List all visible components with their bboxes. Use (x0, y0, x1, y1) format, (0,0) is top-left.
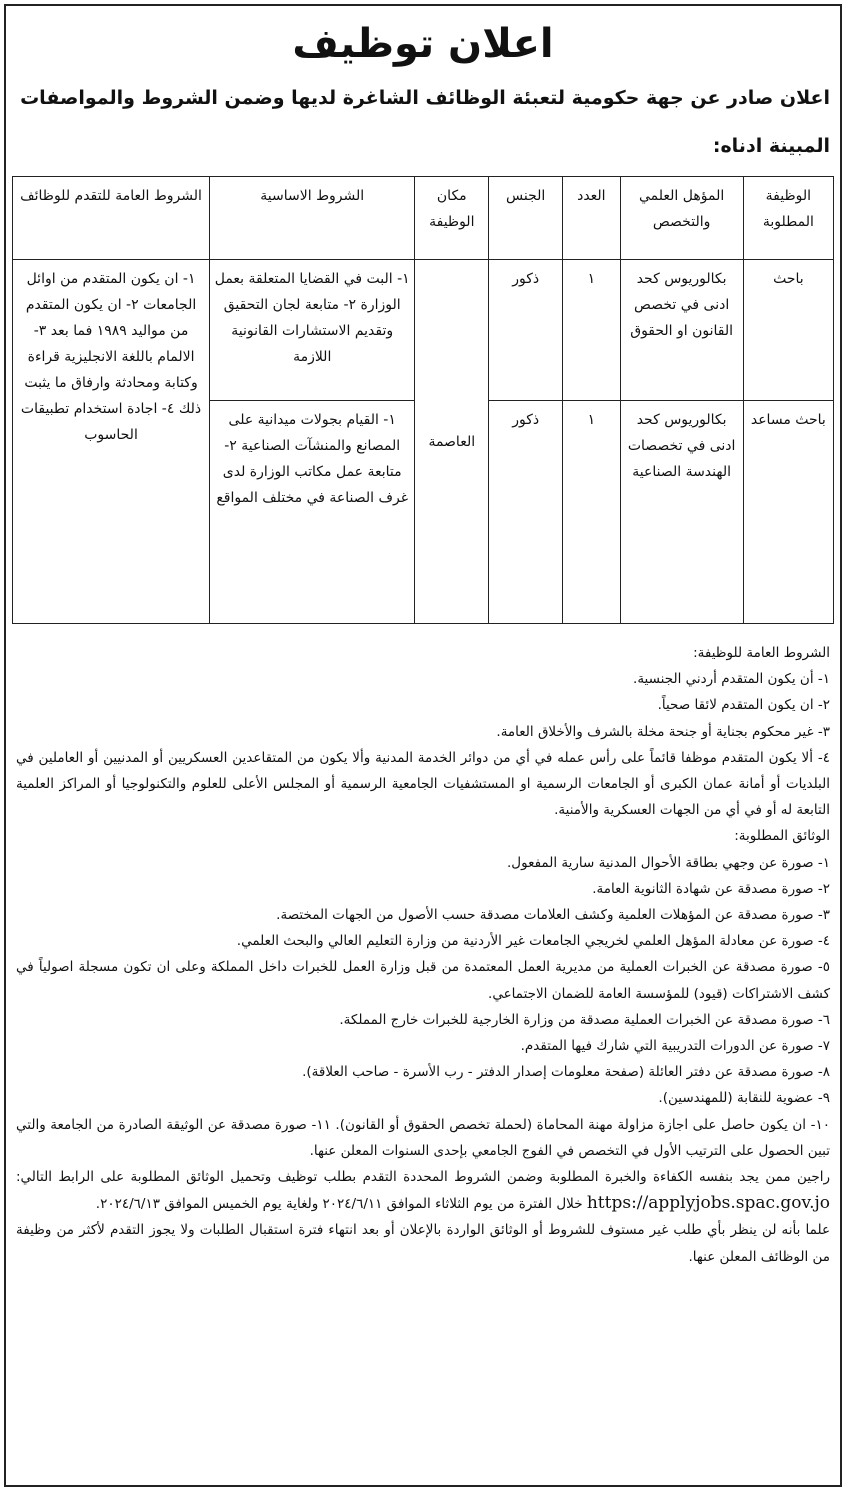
list-item: ٤- صورة عن معادلة المؤهل العلمي لخريجي الجامعات غير الأردنية من وزارة التعليم العالي والبحث العلمي. (236, 933, 830, 950)
cell-count: ١ (563, 401, 620, 624)
closing-note: علما بأنه لن ينظر بأي طلب غير مستوف للشروط أو الوثائق الواردة بالإعلان أو بعد انتهاء فترة استقبال الطلبات ولا يجوز التقدم لأكثر من وظيفة من الوظائف المعلن عنها. (16, 1222, 830, 1265)
list-item: ٢- ان يكون المتقدم لائقا صحياً. (657, 697, 830, 714)
header-gender: الجنس (489, 177, 563, 260)
list-item: ١- أن يكون المتقدم أردني الجنسية. (633, 671, 830, 688)
apply-text-after-url: خلال الفترة من يوم الثلاثاء الموافق ٢٠٢٤/٦/١١ ولغاية يوم الخميس الموافق ٢٠٢٤/٦/١٣. (95, 1196, 583, 1213)
cell-basic-conditions: ١- البت في القضايا المتعلقة بعمل الوزارة ٢- متابعة لجان التحقيق وتقديم الاستشارات القانونية اللازمة (210, 260, 415, 401)
list-item: ٧- صورة عن الدورات التدريبية التي شارك فيها المتقدم. (520, 1038, 830, 1055)
cell-job: باحث مساعد (743, 401, 833, 624)
cell-gender: ذكور (489, 401, 563, 624)
header-location: مكان الوظيفة (415, 177, 489, 260)
jobs-table (12, 176, 834, 624)
cell-qualification: بكالوريوس كحد ادنى في تخصصات الهندسة الصناعية (620, 401, 743, 624)
list-item: ٣- صورة مصدقة عن المؤهلات العلمية وكشف العلامات مصدقة حسب الأصول من الجهات المختصة. (276, 907, 830, 924)
header-general-conditions: الشروط العامة للتقدم للوظائف (13, 177, 210, 260)
page-title: اعلان توظيف (292, 21, 554, 67)
list-item: ٩- عضوية للنقابة (للمهندسين). (658, 1090, 830, 1107)
header-job: الوظيفة المطلوبة (743, 177, 833, 260)
cell-count: ١ (563, 260, 620, 401)
job-advertisement (4, 4, 842, 1487)
cell-general-conditions: ١- ان يكون المتقدم من اوائل الجامعات ٢- ان يكون المتقدم من مواليد ١٩٨٩ فما بعد ٣- الالمام باللغة الانجليزية قراءة وكتابة ومحادثة وارفاق ما يثبت ذلك ٤- اجادة استخدام تطبيقات الحاسوب (13, 260, 210, 624)
documents-heading: الوثائق المطلوبة: (734, 828, 830, 845)
conditions-heading: الشروط العامة للوظيفة: (693, 645, 830, 661)
cell-location: العاصمة (415, 260, 489, 624)
header-qualification: المؤهل العلمي والتخصص (620, 177, 743, 260)
cell-gender: ذكور (489, 260, 563, 401)
list-item: ١- صورة عن وجهي بطاقة الأحوال المدنية سارية المفعول. (507, 854, 830, 871)
intro-text: اعلان صادر عن جهة حكومية لتعبئة الوظائف الشاغرة لديها وضمن الشروط والمواصفات المبينة ادناه: (20, 87, 830, 157)
application-instructions (16, 1164, 830, 1217)
cell-job: باحث (743, 260, 833, 401)
cell-basic-conditions: ١- القيام بجولات ميدانية على المصانع والمنشآت الصناعية ٢- متابعة عمل مكاتب الوزارة لدى غرف الصناعة في مختلف المواقع (210, 401, 415, 624)
body-text (16, 640, 830, 1270)
apply-text-before-url: راجين ممن يجد بنفسه الكفاءة والخبرة المطلوبة وضمن الشروط المحددة التقدم بطلب توظيف وتحميل الوثائق المطلوبة على الرابط التالي: (16, 1169, 830, 1186)
list-item: ٣- غير محكوم بجناية أو جنحة مخلة بالشرف والأخلاق العامة. (496, 723, 830, 740)
list-item: ٤- ألا يكون المتقدم موظفا قائماً على رأس عمله في أي من دوائر الخدمة المدنية وألا يكون من المتقاعدين العسكريين أو المدنيين أو العاملين في البلديات أو أمانة عمان الكبرى أو الجامعات الرسمية او المستشفيات الجامعية الرسمية أو المجلس الأعلى للعلوم والتكنولوجيا أو المراكز العلمية التابعة له أو في أي من الجهات العسكرية والأمنية. (16, 749, 830, 819)
list-item: ٦- صورة مصدقة عن الخبرات العملية مصدقة من وزارة الخارجية للخبرات خارج المملكة. (339, 1011, 830, 1028)
list-item: ٢- صورة مصدقة عن شهادة الثانوية العامة. (592, 880, 830, 897)
table-header-row (13, 177, 834, 260)
list-item: ٥- صورة مصدقة عن الخبرات العملية من مديرية العمل المعتمدة من قبل وزارة العمل للخبرات داخل المملكة وعلى ان تكون مسجلة اصولياً في كشف الاشتراكات (قيود) للمؤسسة العامة للضمان الاجتماعي. (16, 959, 830, 1002)
header-basic-conditions: الشروط الاساسية (210, 177, 415, 260)
list-item: ٨- صورة مصدقة عن دفتر العائلة (صفحة معلومات إصدار الدفتر - رب الأسرة - صاحب العلاقة). (302, 1064, 830, 1081)
table-row (13, 260, 834, 401)
header-count: العدد (563, 177, 620, 260)
application-link[interactable]: https://applyjobs.spac.gov.jo (586, 1193, 830, 1214)
cell-qualification: بكالوريوس كحد ادنى في تخصص القانون او الحقوق (620, 260, 743, 401)
list-item: ١٠- ان يكون حاصل على اجازة مزاولة مهنة المحاماة (لحملة تخصص الحقوق أو القانون). ١١- صورة مصدقة عن الوثيقة الصادرة من الجامعة والتي تبين الحصول على الترتيب الأول في التخصص في الفوج الجامعي بإحدى السنوات المعلن عنها. (16, 1116, 830, 1159)
